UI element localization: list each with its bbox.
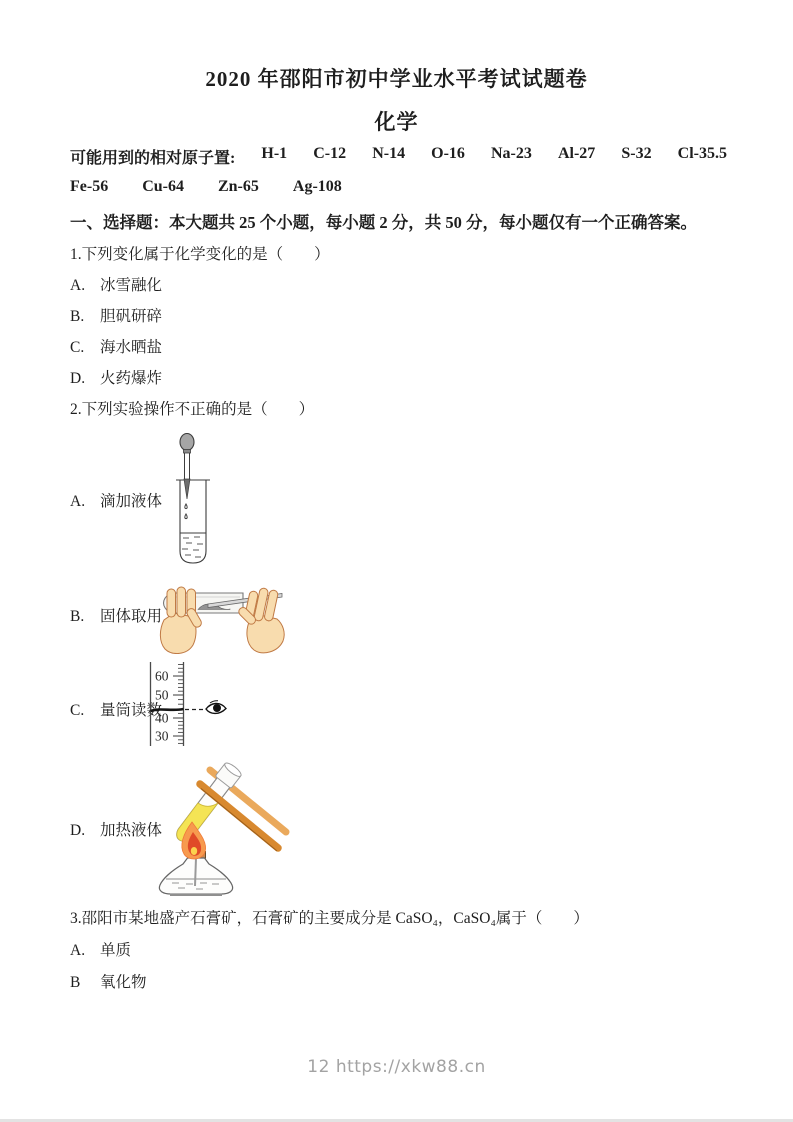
atomic-mass-item: Al-27 (557, 145, 596, 162)
option-letter: B (70, 974, 81, 991)
figure-dropper-adding-liquid (172, 433, 216, 565)
question-number: 1. (70, 246, 82, 263)
option-text: 固体取用 (100, 608, 163, 625)
atomic-mass-item: Cu-64 (142, 178, 184, 195)
atomic-mass-item: Ag-108 (292, 178, 342, 195)
section-heading: 一、选择题：本大题共 25 个小题，每小题 2 分，共 50 分，每小题仅有一个正确答案。 (70, 213, 697, 232)
option-text: 火药爆炸 (100, 370, 163, 387)
option-letter: B. (70, 608, 85, 625)
atomic-masses-label: 可能用到的相对原子置: (70, 150, 236, 167)
question-2-option-a (70, 489, 162, 511)
question-1-option-b (70, 304, 162, 326)
question-number: 3. (70, 910, 82, 927)
question-1-option-d (70, 366, 162, 388)
scale-numbers (155, 669, 169, 744)
subject-title: 化学 (374, 110, 419, 134)
scale-60: 60 (155, 668, 169, 684)
option-text: 滴加液体 (100, 493, 163, 510)
atomic-mass-item: S-32 (621, 145, 652, 162)
major-ticks (173, 676, 184, 736)
option-text: 氧化物 (100, 974, 147, 991)
option-text: 量筒读数 (100, 702, 163, 719)
atomic-mass-item: O-16 (431, 145, 465, 162)
question-number: 2. (70, 401, 82, 418)
option-text: 胆矾研碎 (100, 308, 163, 325)
option-letter: B. (70, 308, 85, 325)
question-text: 邵阳市某地盛产石膏矿，石膏矿的主要成分是 CaSO₄，CaSO₄属于（ ） (81, 910, 589, 927)
atomic-mass-item: Zn-65 (217, 178, 259, 195)
option-letter: C. (70, 339, 85, 356)
lamp-wick (195, 858, 196, 886)
option-letter: D. (70, 822, 86, 839)
question-text: 下列实验操作不正确的是（ ） (81, 401, 315, 418)
option-text: 冰雪融化 (100, 277, 163, 294)
atomic-mass-item: Cl-35.5 (677, 145, 727, 162)
atomic-mass-item: Fe-56 (70, 178, 109, 195)
right-hand (237, 588, 284, 653)
liquid-meniscus (151, 709, 184, 711)
atomic-mass-item: Na-23 (491, 145, 532, 162)
figure-graduated-cylinder (148, 660, 232, 748)
question-2-stem (70, 397, 314, 419)
option-letter: A. (70, 942, 86, 959)
option-letter: D. (70, 370, 86, 387)
atomic-masses-line1 (70, 145, 727, 168)
test-tube (176, 480, 210, 563)
option-text: 海水晒盐 (100, 339, 163, 356)
scale-50: 50 (155, 687, 169, 703)
option-letter: A. (70, 493, 86, 510)
question-1-option-a (70, 273, 162, 295)
question-text: 下列变化属于化学变化的是（ ） (81, 246, 330, 263)
question-1-option-c (70, 335, 162, 357)
question-3-stem (70, 906, 589, 928)
question-3-option-b (70, 970, 147, 992)
option-text: 加热液体 (100, 822, 163, 839)
figure-solid-transfer (150, 578, 290, 654)
footer-page-url: 12 https://xkw88.cn (307, 1057, 486, 1077)
atomic-masses-line2 (70, 178, 342, 196)
option-text: 单质 (100, 942, 132, 959)
question-1-stem (70, 242, 330, 264)
atomic-mass-item: N-14 (372, 145, 406, 162)
atomic-mass-item: C-12 (313, 145, 347, 162)
atomic-mass-item: H-1 (261, 145, 288, 162)
option-letter: A. (70, 277, 86, 294)
lamp-base (170, 894, 222, 897)
scale-40: 40 (155, 710, 169, 726)
eye-icon (206, 701, 226, 714)
option-letter: C. (70, 702, 85, 719)
question-3-option-a (70, 938, 131, 960)
page-title: 2020 年邵阳市初中学业水平考试试题卷 (205, 67, 588, 91)
scale-30: 30 (155, 728, 169, 744)
figure-heating-liquid (140, 762, 292, 896)
question-2-option-b (70, 604, 162, 626)
